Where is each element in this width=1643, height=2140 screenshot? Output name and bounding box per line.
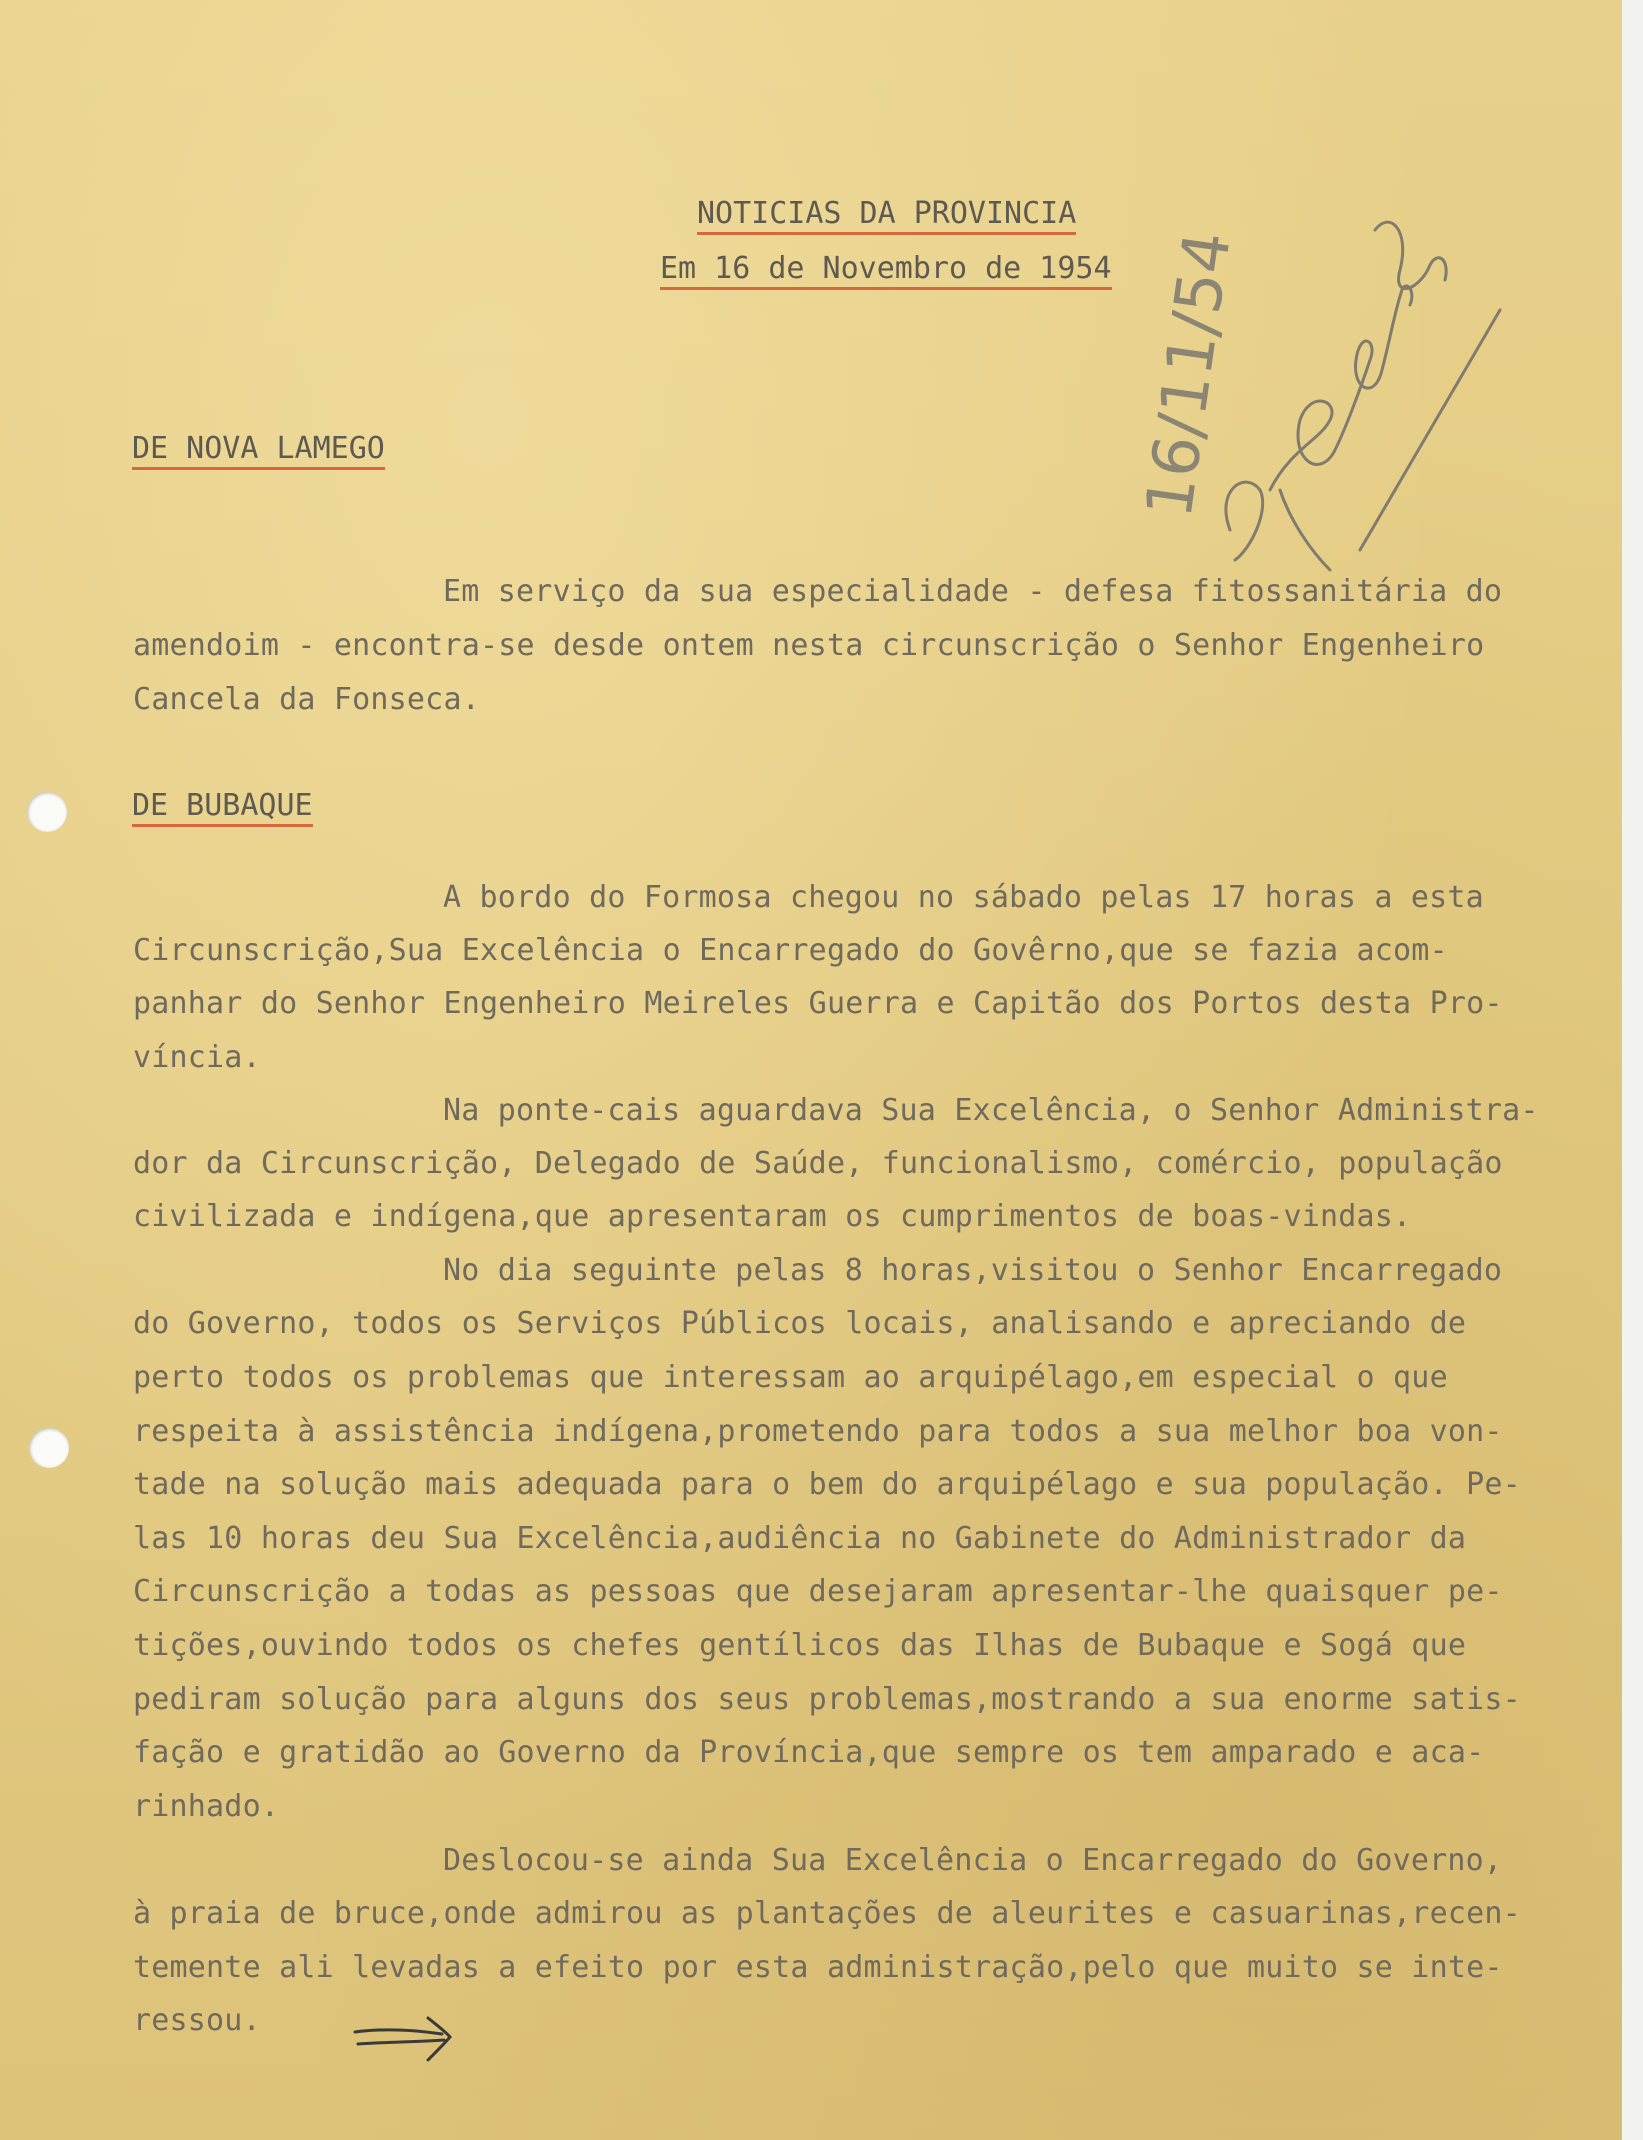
punch-hole-bottom	[29, 1428, 69, 1468]
text-line: do Governo, todos os Serviços Públicos locais, analisando e apreciando de	[133, 1306, 1467, 1341]
text-line: tições,ouvindo todos os chefes gentílicos das Ilhas de Bubaque e Sogá que	[133, 1628, 1467, 1663]
text-line: Circunscrição a todas as pessoas que desejaram apresentar-lhe quaisquer pe-	[133, 1574, 1503, 1609]
paper-edge	[1622, 0, 1643, 2140]
section-heading-bubaque: DE BUBAQUE	[132, 788, 313, 827]
section-heading-nova-lamego: DE NOVA LAMEGO	[132, 431, 385, 470]
text-line: las 10 horas deu Sua Excelência,audiência no Gabinete do Administrador da	[133, 1521, 1467, 1556]
text-line: tade na solução mais adequada para o bem do arquipélago e sua população. Pe-	[133, 1467, 1521, 1502]
handwritten-annotation	[1120, 190, 1520, 610]
text-line: à praia de bruce,onde admirou as plantações de aleurites e casuarinas,recen-	[133, 1896, 1521, 1931]
text-line: panhar do Senhor Engenheiro Meireles Guerra e Capitão dos Portos desta Pro-	[133, 986, 1503, 1021]
text-line: amendoim - encontra-se desde ontem nesta circunscrição o Senhor Engenheiro	[133, 628, 1485, 663]
text-line: respeita à assistência indígena,prometendo para todos a sua melhor boa von-	[133, 1414, 1503, 1449]
text-line: civilizada e indígena,que apresentaram os cumprimentos de boas-vindas.	[133, 1199, 1412, 1234]
text-line: temente ali levadas a efeito por esta administração,pelo que muito se inte-	[133, 1950, 1503, 1985]
punch-hole-top	[27, 792, 67, 832]
continuation-arrow-icon	[350, 2010, 460, 2070]
text-line: Cancela da Fonseca.	[133, 682, 480, 717]
text-line: perto todos os problemas que interessam ao arquipélago,em especial o que	[133, 1360, 1448, 1395]
text-line: Em serviço da sua especialidade - defesa fitossanitária do	[443, 574, 1503, 609]
document-title: NOTICIAS DA PROVINCIA	[697, 196, 1076, 235]
annotation-date: 16/11/54	[1132, 227, 1246, 523]
document-date: Em 16 de Novembro de 1954	[660, 251, 1112, 290]
text-line: víncia.	[133, 1040, 261, 1075]
text-line: Na ponte-cais aguardava Sua Excelência, o Senhor Administra-	[443, 1093, 1539, 1128]
text-line: ressou.	[133, 2003, 261, 2038]
text-line: A bordo do Formosa chegou no sábado pelas 17 horas a esta	[443, 880, 1484, 915]
text-line: Circunscrição,Sua Excelência o Encarregado do Govêrno,que se fazia acom-	[133, 933, 1448, 968]
text-line: fação e gratidão ao Governo da Província,que sempre os tem amparado e aca-	[133, 1735, 1485, 1770]
text-line: Deslocou-se ainda Sua Excelência o Encarregado do Governo,	[443, 1843, 1503, 1878]
text-line: rinhado.	[133, 1789, 280, 1824]
text-line: No dia seguinte pelas 8 horas,visitou o Senhor Encarregado	[443, 1253, 1503, 1288]
text-line: pediram solução para alguns dos seus problemas,mostrando a sua enorme satis-	[133, 1682, 1521, 1717]
text-line: dor da Circunscrição, Delegado de Saúde, funcionalismo, comércio, população	[133, 1146, 1503, 1181]
